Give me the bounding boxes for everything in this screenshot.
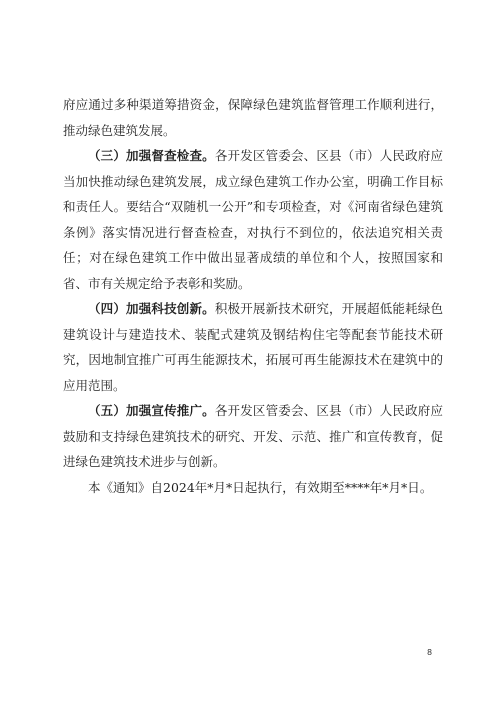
section-body-supervision: 各开发区管委会、区县（市）人民政府应当加快推动绿色建筑发展，成立绿色建筑工作办公室，明确工作目标和责任人。要结合“双随机一公开”和专项检查，对《河南省绿色建筑条例》落实情况进行督查检查，对执行不到位的，依法追究相关责任；对在绿色建筑工作中做出显著成绩的单位和个人，按照国家和省、市有关规定给予表彰和奖励。 [63,148,443,291]
section-body-promotion: 各开发区管委会、区县（市）人民政府应鼓励和支持绿色建筑技术的研究、开发、示范、推广和宣传教育，促进绿色建筑技术进步与创新。 [63,403,443,469]
paragraph-supervision [63,143,443,296]
body-text [63,92,443,500]
paragraph-innovation [63,296,443,398]
section-body-innovation: 积极开展新技术研究，开展超低能耗绿色建筑设计与建造技术、装配式建筑及钢结构住宅等配套节能技术研究，因地制宜推广可再生能源技术，拓展可再生能源技术在建筑中的应用范围。 [63,301,443,393]
paragraph-promotion [63,398,443,475]
section-heading-innovation: （四）加强科技创新。 [88,301,215,316]
section-heading-supervision: （三）加强督查检查。 [88,148,215,163]
paragraph-continuation: 府应通过多种渠道筹措资金，保障绿色建筑监督管理工作顺利进行，推动绿色建筑发展。 [63,97,443,138]
paragraph-effective-date: 本《通知》自2024年*月*日起执行，有效期至****年*月*日。 [88,479,433,495]
section-heading-promotion: （五）加强宣传推广。 [88,403,215,418]
page-number: 8 [427,648,433,657]
